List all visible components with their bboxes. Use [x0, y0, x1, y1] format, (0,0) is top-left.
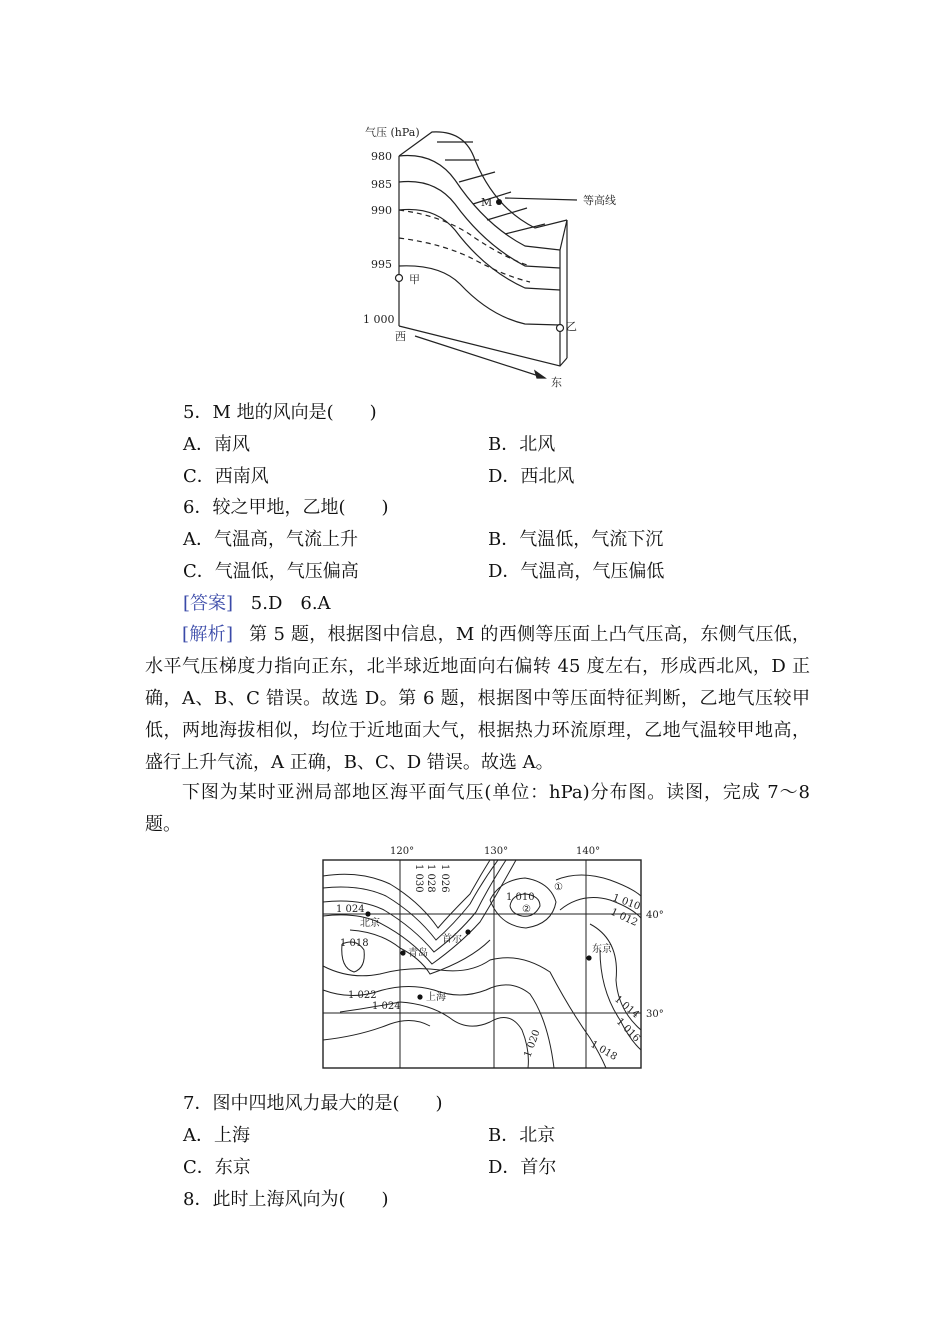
- q7-option-b[interactable]: B．北京: [488, 1125, 556, 1146]
- isobar-label-1010-east: 1 010: [610, 892, 642, 913]
- city-tokyo: 东京: [592, 944, 612, 955]
- analysis-text: 第 5 题，根据图中信息，M 的西侧等压面上凸气压高，东侧气压低，水平气压梯度力指向正东，北半球近地面向右偏转 45 度左右，形成西北风，D 正确，A、B、C 错误。故选 D。第 6 题，根据图中等压面特征判断，乙地气压较甲低，两地海拔相似，均位于近地面大气，根据热力环流原理，乙地气温较甲地高，盛行上升气流，A 正确，B、C、D 错误。故选 A。: [145, 624, 810, 773]
- label-west: 西: [395, 330, 406, 343]
- isobar-label-1024-north: 1 024: [336, 904, 365, 915]
- isobar-label-1030: 1 030: [413, 864, 424, 893]
- isobar-label-1028: 1 028: [425, 864, 436, 893]
- q5-option-a[interactable]: A．南风: [183, 434, 250, 455]
- circle-label-2: ②: [522, 904, 531, 915]
- answer-text: 5.D 6.A: [250, 593, 331, 614]
- q5-stem: 5．M 地的风向是( ): [183, 402, 377, 423]
- isobar-label-1020: 1 020: [522, 1028, 543, 1060]
- isobar-block-diagram: [355, 120, 625, 395]
- isobar-label-1018-east: 1 018: [588, 1039, 619, 1063]
- intro-paragraph: 下图为某时亚洲局部地区海平面气压(单位：hPa)分布图。读图，完成 7～8 题。: [145, 782, 810, 835]
- answer-line: [183, 593, 331, 615]
- q6-stem: 6．较之甲地，乙地( ): [183, 497, 389, 518]
- label-contour: 等高线: [583, 194, 616, 207]
- isobar-label-1024-south: 1 024: [372, 1001, 401, 1012]
- q5-option-d[interactable]: D．西北风: [488, 466, 575, 487]
- city-qingdao: 青岛: [408, 948, 428, 959]
- isobar-label-1018-west: 1 018: [340, 938, 369, 949]
- isobar-label-1012: 1 012: [608, 906, 640, 929]
- tick-1000: 1 000: [363, 313, 395, 326]
- lon-130: 130°: [484, 846, 509, 857]
- lat-30: 30°: [646, 1009, 664, 1020]
- q6-option-b[interactable]: B．气温低，气流下沉: [488, 529, 664, 550]
- q7-stem: 7．图中四地风力最大的是( ): [183, 1093, 443, 1114]
- city-seoul: 首尔: [442, 934, 462, 945]
- q7-option-c[interactable]: C．东京: [183, 1157, 251, 1178]
- q7-option-a[interactable]: A．上海: [183, 1125, 250, 1146]
- analysis-paragraph: [145, 619, 810, 779]
- lon-140: 140°: [576, 846, 601, 857]
- pressure-map: [320, 840, 670, 1072]
- isobar-label-1022: 1 022: [348, 990, 377, 1001]
- q7-option-d[interactable]: D．首尔: [488, 1157, 557, 1178]
- tick-995: 995: [371, 258, 392, 271]
- q6-option-a[interactable]: A．气温高，气流上升: [183, 529, 358, 550]
- tick-980: 980: [371, 150, 392, 163]
- q5-option-b[interactable]: B．北风: [488, 434, 556, 455]
- tick-990: 990: [371, 204, 392, 217]
- circle-label-1: ①: [554, 882, 563, 893]
- isobar-label-1014: 1 014: [612, 993, 642, 1021]
- q5-option-c[interactable]: C．西南风: [183, 466, 269, 487]
- isobar-label-1026: 1 026: [439, 864, 450, 893]
- q8-stem: 8．此时上海风向为( ): [183, 1189, 389, 1210]
- tick-985: 985: [371, 178, 392, 191]
- city-shanghai: 上海: [426, 992, 446, 1003]
- city-beijing: 北京: [360, 918, 380, 929]
- label-jia: 甲: [409, 273, 420, 286]
- q6-option-c[interactable]: C．气温低，气压偏高: [183, 561, 359, 582]
- answer-tag: [答案]: [183, 593, 234, 614]
- analysis-tag: [解析]: [182, 624, 234, 645]
- lat-40: 40°: [646, 910, 664, 921]
- label-east: 东: [551, 376, 562, 389]
- isobar-label-1016: 1 016: [613, 1016, 642, 1045]
- lon-120: 120°: [390, 846, 415, 857]
- q6-option-d[interactable]: D．气温高，气压偏低: [488, 561, 665, 582]
- label-yi: 乙: [566, 320, 577, 333]
- isobar-label-1010-center: 1 010: [506, 892, 535, 903]
- axis-title: 气压 (hPa): [365, 126, 420, 139]
- label-m: M: [481, 196, 493, 209]
